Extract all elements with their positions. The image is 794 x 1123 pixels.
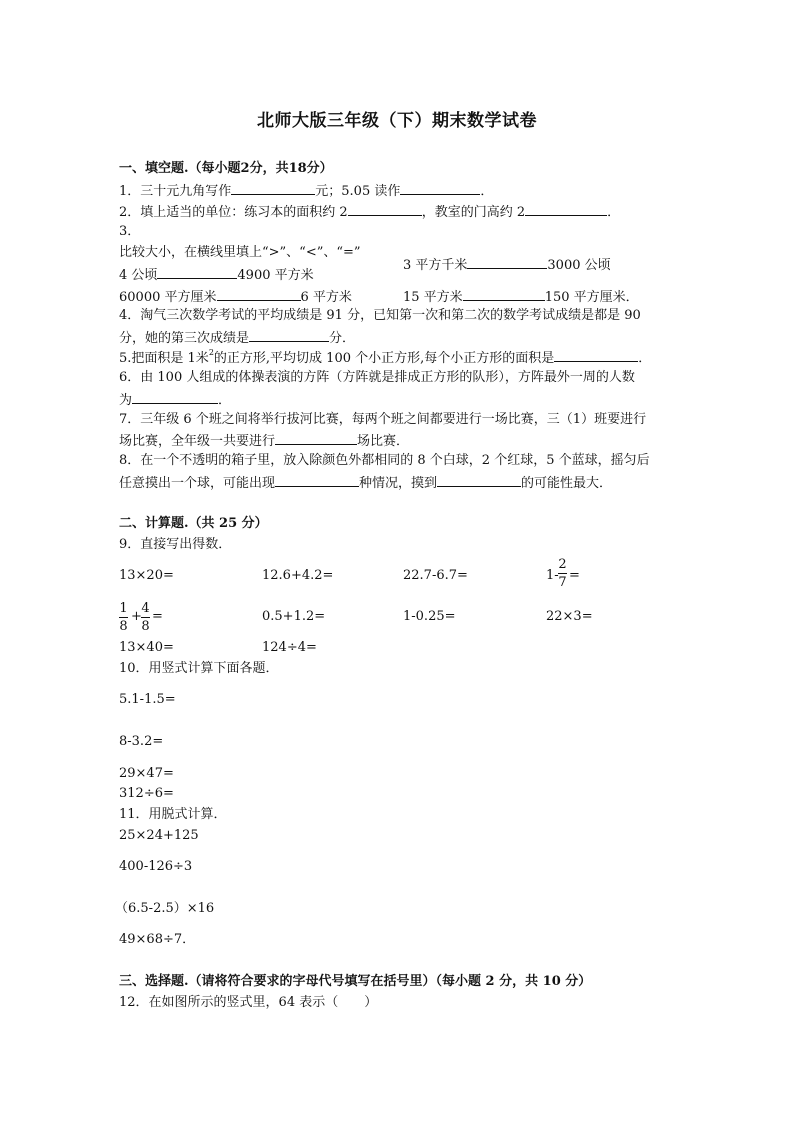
step-calc-item: （6.5-2.5）×16 — [115, 901, 215, 916]
answer-blank — [231, 182, 315, 195]
question-8-line-2: 任意摸出一个球，可能出现 种情况，摸到 的可能性最大． — [119, 476, 613, 491]
page-title: 北师大版三年级（下）期末数学试卷 — [257, 111, 537, 131]
answer-blank — [348, 203, 422, 216]
step-calc-item: 25×24+125 — [119, 828, 199, 843]
section-heading-fill-in: 一、填空题.（每小题2分，共18分） — [119, 161, 333, 176]
question-4-line-2: 分，她的第三次成绩是 分． — [119, 331, 356, 346]
question-3-intro: 比较大小，在横线里填上“>”、“<”、“=” — [119, 245, 361, 260]
answer-blank — [467, 256, 547, 269]
calc-item: 22×3= — [546, 609, 593, 624]
answer-blank — [275, 432, 357, 445]
step-calc-item: 49×68÷7． — [119, 932, 196, 947]
question-1: 1．三十元九角写作 元；5.05 读作 ． — [119, 184, 494, 199]
question-4-line-1: 4．淘气三次数学考试的平均成绩是 91 分，已知第一次和第二次的数学考试成绩是都是 90 — [119, 308, 641, 323]
calc-item: 13×40= — [119, 640, 174, 655]
vertical-calc-item: 8-3.2= — [119, 734, 164, 749]
question-11: 11．用脱式计算． — [119, 807, 227, 822]
answer-blank — [554, 349, 638, 362]
answer-blank — [437, 474, 521, 487]
question-3-number: 3． — [119, 224, 141, 239]
vertical-calc-item: 312÷6= — [119, 786, 174, 801]
answer-blank — [157, 266, 237, 279]
equals-sign: = — [152, 609, 163, 624]
calc-item: 0.5+1.2= — [262, 609, 326, 624]
fraction: 4 8 — [141, 601, 150, 634]
question-3-compare-3: 60000 平方厘米 6 平方米 — [119, 290, 352, 305]
question-8-line-1: 8．在一个不透明的箱子里，放入除颜色外都相同的 8 个白球，2 个红球，5 个蓝球，摇匀后 — [119, 453, 650, 468]
question-7-line-2: 场比赛，全年级一共要进行 场比赛． — [119, 434, 410, 449]
equals-sign: = — [569, 568, 580, 583]
question-10: 10．用竖式计算下面各题． — [119, 661, 279, 676]
calc-item: 1-0.25= — [403, 609, 456, 624]
question-7-line-1: 7．三年级 6 个班之间将举行拔河比赛，每两个班之间都要进行一场比赛，三（1）班要进行 — [119, 412, 647, 427]
question-12: 12．在如图所示的竖式里，64 表示（ ） — [119, 995, 378, 1010]
answer-blank — [249, 329, 329, 342]
calc-item: 12.6+4.2= — [262, 568, 334, 583]
fraction: 2 7 — [558, 557, 567, 590]
answer-blank — [275, 474, 359, 487]
vertical-calc-item: 29×47= — [119, 766, 174, 781]
answer-blank — [525, 203, 607, 216]
question-3-compare-1: 4 公顷 4900 平方米 — [119, 268, 314, 283]
question-3-compare-2: 3 平方千米 3000 公顷 — [403, 258, 611, 273]
calc-item: 22.7-6.7= — [403, 568, 468, 583]
plus-sign: + — [131, 609, 142, 624]
answer-blank — [463, 288, 545, 301]
question-3-compare-4: 15 平方米 150 平方厘米． — [403, 290, 639, 305]
section-heading-multiple-choice: 三、选择题.（请将符合要求的字母代号填写在括号里）（每小题 2 分，共 10 分） — [119, 974, 592, 989]
fraction: 1 8 — [119, 601, 128, 634]
question-6-line-2: 为 ． — [119, 393, 232, 408]
calc-item-fraction-1: 1- — [546, 568, 559, 583]
question-6-line-1: 6．由 100 人组成的体操表演的方阵（方阵就是排成正方形的队形），方阵最外一周的人数 — [119, 370, 635, 385]
question-5: 5.把面积是 1米$^2$的正方形,平均切成 100 个小正方形,每个小正方形的面积是 ． — [119, 348, 652, 366]
answer-blank — [217, 288, 301, 301]
vertical-calc-item: 5.1-1.5= — [119, 692, 176, 707]
calc-item: 124÷4= — [262, 640, 317, 655]
answer-blank — [400, 182, 480, 195]
question-2: 2．填上适当的单位：练习本的面积约 2 ，教室的门高约 2 ． — [119, 205, 621, 220]
calc-item: 13×20= — [119, 568, 174, 583]
step-calc-item: 400-126÷3 — [119, 859, 193, 874]
answer-blank — [132, 391, 218, 404]
question-9: 9．直接写出得数． — [119, 537, 232, 552]
section-heading-calculation: 二、计算题.（共 25 分） — [119, 516, 268, 531]
